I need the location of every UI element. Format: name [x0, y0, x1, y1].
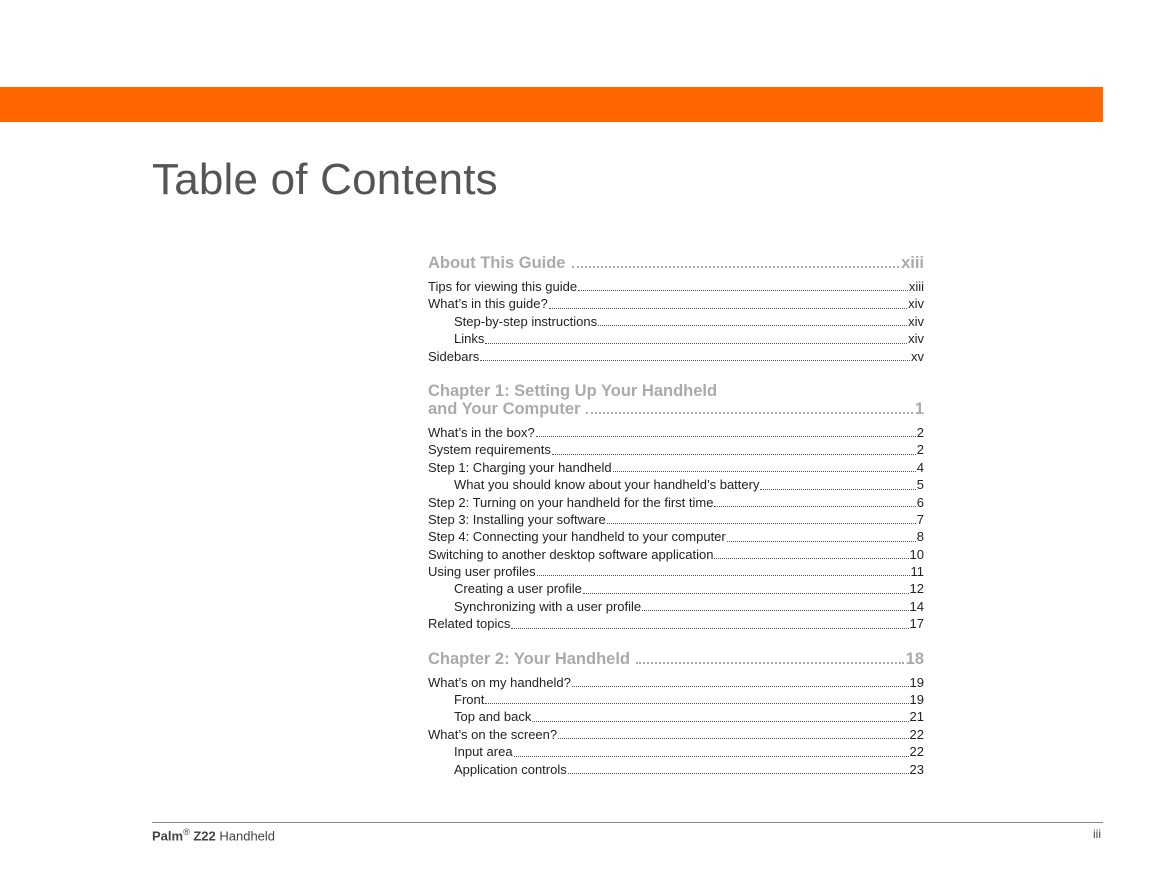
toc-section-chapter-1 — [428, 382, 924, 633]
toc-entry-page: 22 — [909, 726, 924, 742]
toc-entry-label: Switching to another desktop software application — [428, 546, 714, 562]
toc-entry-page: 12 — [909, 581, 924, 597]
toc-entry-label: Input area — [454, 744, 513, 760]
toc-entry-page: 14 — [909, 598, 924, 614]
toc-chapter-title-line1[interactable]: Chapter 1: Setting Up Your Handheld — [428, 381, 718, 400]
toc-leader-dots — [549, 308, 907, 309]
toc-leader-dots — [536, 436, 916, 437]
toc-leader-dots — [568, 773, 909, 774]
toc-chapter-title: and Your Computer — [428, 399, 581, 418]
toc-leader-dots — [558, 738, 908, 739]
toc-entry-page: 2 — [916, 424, 924, 440]
toc-entry-page: 17 — [909, 616, 924, 632]
toc-subentry[interactable] — [428, 708, 924, 725]
toc-entry-label: Front — [454, 692, 485, 708]
toc-leader-dots — [514, 756, 909, 757]
toc-leader-dots — [613, 471, 916, 472]
toc-entry[interactable] — [428, 441, 924, 458]
toc-entry-page: 4 — [916, 459, 924, 475]
toc-entry-label: Synchronizing with a user profile — [454, 598, 642, 614]
toc-entry-page: 23 — [909, 761, 924, 777]
toc-entry-label: What’s in this guide? — [428, 296, 548, 312]
toc-entry-label: Step 2: Turning on your handheld for the first time — [428, 494, 714, 510]
product-type: Handheld — [219, 828, 276, 844]
toc-entry-label: What’s on the screen? — [428, 726, 558, 742]
toc-leader-dots — [532, 721, 908, 722]
registered-mark: ® — [183, 827, 190, 837]
footer-divider — [152, 822, 1103, 823]
toc-entry-page: xiv — [908, 296, 924, 312]
toc-entry-page: 7 — [916, 511, 924, 527]
toc-subentry[interactable] — [428, 580, 924, 597]
toc-entry-label: What’s on my handheld? — [428, 674, 571, 690]
toc-leader-dots — [760, 489, 915, 490]
toc-entry-label: Step-by-step instructions — [454, 313, 598, 329]
toc-entry[interactable] — [428, 511, 924, 528]
toc-entry-page: xiv — [908, 331, 924, 347]
toc-section-about — [428, 254, 924, 365]
toc-subentry[interactable] — [428, 598, 924, 615]
toc-entry[interactable] — [428, 615, 924, 632]
toc-entry[interactable] — [428, 546, 924, 563]
toc-subentry[interactable] — [428, 761, 924, 778]
toc-subentry[interactable] — [428, 313, 924, 330]
toc-entry-page: 5 — [916, 477, 924, 493]
toc-entry-label: What you should know about your handheld’s battery — [454, 477, 760, 493]
toc-leader-dots — [480, 360, 910, 361]
toc-entry[interactable] — [428, 726, 924, 743]
toc-entry[interactable] — [428, 348, 924, 365]
table-of-contents — [428, 254, 924, 795]
toc-leader-dots — [598, 325, 907, 326]
toc-subentry[interactable] — [428, 330, 924, 347]
toc-chapter-about[interactable] — [428, 254, 924, 272]
toc-entry[interactable] — [428, 674, 924, 691]
toc-leader-dots — [642, 610, 908, 611]
toc-entry-label: Related topics — [428, 616, 511, 632]
page-title: Table of Contents — [152, 155, 498, 204]
toc-entry-page: xiv — [908, 313, 924, 329]
toc-entry-label: Application controls — [454, 761, 567, 777]
toc-entry[interactable] — [428, 494, 924, 511]
toc-leader-dots — [572, 266, 900, 268]
toc-leader-dots — [537, 575, 910, 576]
toc-entry[interactable] — [428, 295, 924, 312]
toc-entry-page: 10 — [909, 546, 924, 562]
toc-chapter-1[interactable] — [428, 400, 924, 418]
footer-product-name — [152, 827, 275, 843]
toc-section-chapter-2 — [428, 650, 924, 778]
brand-name: Palm — [152, 828, 184, 844]
toc-leader-dots — [727, 541, 916, 542]
toc-leader-dots — [578, 290, 908, 291]
toc-entry[interactable] — [428, 278, 924, 295]
toc-entry-label: Step 1: Charging your handheld — [428, 459, 612, 475]
toc-chapter-page: 1 — [914, 399, 924, 418]
toc-entry[interactable] — [428, 459, 924, 476]
toc-subentry[interactable] — [428, 743, 924, 760]
toc-entry-label: Step 4: Connecting your handheld to your computer — [428, 529, 726, 545]
toc-leader-dots — [714, 506, 915, 507]
toc-entry[interactable] — [428, 563, 924, 580]
toc-leader-dots — [572, 686, 909, 687]
toc-entry-label: Top and back — [454, 709, 532, 725]
toc-leader-dots — [511, 628, 908, 629]
toc-entry-page: 19 — [909, 674, 924, 690]
toc-chapter-2[interactable] — [428, 650, 924, 668]
toc-entry-label: Links — [454, 331, 485, 347]
toc-entry-label: Using user profiles — [428, 564, 536, 580]
toc-entry-page: xiii — [908, 278, 924, 294]
toc-chapter-page: xiii — [901, 254, 924, 272]
toc-entry[interactable] — [428, 424, 924, 441]
toc-leader-dots — [714, 558, 908, 559]
toc-entry-page: 2 — [916, 442, 924, 458]
toc-entry-label: Creating a user profile — [454, 581, 582, 597]
toc-entry-label: Sidebars — [428, 348, 480, 364]
model-name: Z22 — [193, 828, 216, 844]
toc-entry[interactable] — [428, 528, 924, 545]
toc-entry-page: xv — [911, 348, 924, 364]
toc-entry-label: Step 3: Installing your software — [428, 511, 606, 527]
toc-chapter-page: 18 — [905, 649, 924, 668]
toc-entry-page: 22 — [909, 744, 924, 760]
toc-leader-dots — [485, 343, 907, 344]
toc-chapter-title: Chapter 2: Your Handheld — [428, 649, 630, 668]
toc-leader-dots — [552, 454, 916, 455]
header-accent-bar — [0, 87, 1103, 122]
toc-entry-page: 6 — [916, 494, 924, 510]
toc-leader-dots — [586, 412, 912, 414]
toc-entry-label: System requirements — [428, 442, 551, 458]
toc-leader-dots — [485, 703, 908, 704]
toc-entry-page: 8 — [916, 529, 924, 545]
footer-page-number: iii — [1093, 827, 1101, 841]
toc-chapter-title: About This Guide — [428, 254, 566, 272]
toc-leader-dots — [583, 593, 909, 594]
toc-subentry[interactable] — [428, 476, 924, 493]
toc-entry-page: 21 — [909, 709, 924, 725]
toc-entry-page: 19 — [909, 692, 924, 708]
toc-entry-page: 11 — [910, 564, 924, 580]
toc-subentry[interactable] — [428, 691, 924, 708]
toc-entry-label: What’s in the box? — [428, 424, 535, 440]
toc-leader-dots — [636, 662, 904, 664]
toc-entry-label: Tips for viewing this guide — [428, 278, 578, 294]
toc-leader-dots — [607, 523, 916, 524]
